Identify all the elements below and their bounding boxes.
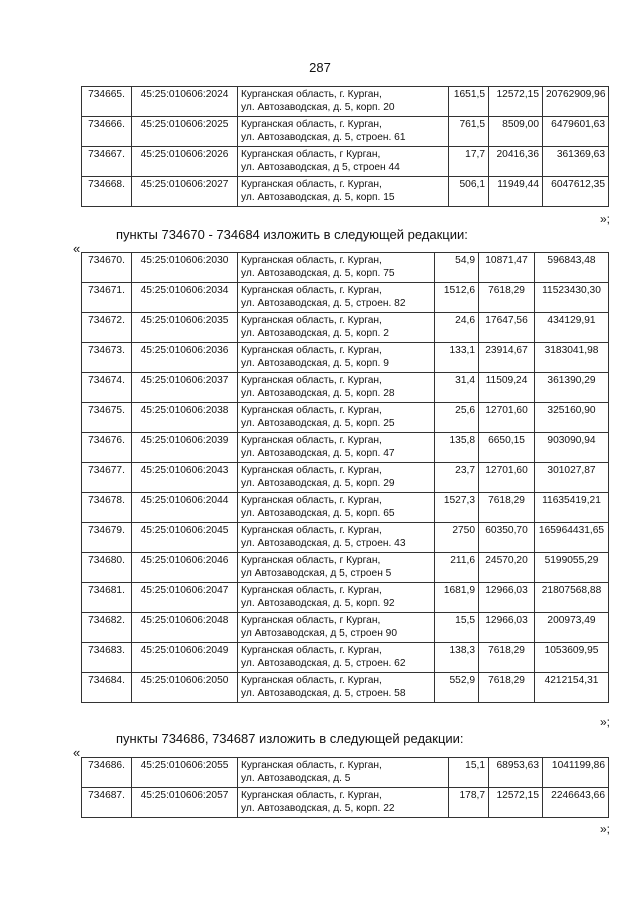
address bbox=[238, 253, 435, 283]
address bbox=[238, 613, 435, 643]
area: 1681,9 bbox=[435, 583, 479, 613]
address-line-1: Курганская область, г. Курган, bbox=[241, 285, 382, 296]
specific-value: 24570,20 bbox=[479, 553, 535, 583]
cadastral-number: 45:25:010606:2047 bbox=[132, 583, 238, 613]
address-line-1: Курганская область, г. Курган, bbox=[241, 465, 382, 476]
address-line-2: ул. Автозаводская, д. 5, корп. 75 bbox=[241, 267, 395, 279]
address-line-1: Курганская область, г. Курган, bbox=[241, 585, 382, 596]
area: 1651,5 bbox=[449, 87, 489, 117]
address-line-2: ул. Автозаводская, д. 5, корп. 20 bbox=[241, 101, 395, 113]
specific-value: 10871,47 bbox=[479, 253, 535, 283]
cadastral-value: 1053609,95 bbox=[535, 643, 609, 673]
address-line-2: ул. Автозаводская, д. 5, корп. 15 bbox=[241, 191, 395, 203]
cadastral-number: 45:25:010606:2055 bbox=[132, 758, 238, 788]
cadastral-number: 45:25:010606:2048 bbox=[132, 613, 238, 643]
area: 31,4 bbox=[435, 373, 479, 403]
cadastral-value: 1041199,86 bbox=[543, 758, 609, 788]
table-row bbox=[82, 313, 609, 343]
table-row bbox=[82, 463, 609, 493]
address bbox=[238, 673, 435, 703]
table-row bbox=[82, 673, 609, 703]
cadastral-number: 45:25:010606:2046 bbox=[132, 553, 238, 583]
address bbox=[238, 117, 449, 147]
area: 211,6 bbox=[435, 553, 479, 583]
cadastral-number: 45:25:010606:2035 bbox=[132, 313, 238, 343]
specific-value: 12966,03 bbox=[479, 613, 535, 643]
address bbox=[238, 177, 449, 207]
cadastral-value: 200973,49 bbox=[535, 613, 609, 643]
address-line-2: ул. Автозаводская, д. 5, строен. 82 bbox=[241, 297, 406, 309]
specific-value: 23914,67 bbox=[479, 343, 535, 373]
cadastral-number: 45:25:010606:2034 bbox=[132, 283, 238, 313]
item-number: 734672. bbox=[82, 313, 132, 343]
cadastral-value: 301027,87 bbox=[535, 463, 609, 493]
specific-value: 20416,36 bbox=[489, 147, 543, 177]
cadastral-number: 45:25:010606:2025 bbox=[132, 117, 238, 147]
item-number: 734686. bbox=[82, 758, 132, 788]
table-row bbox=[82, 253, 609, 283]
registry-table-2 bbox=[81, 252, 609, 703]
table-row bbox=[82, 613, 609, 643]
item-number: 734667. bbox=[82, 147, 132, 177]
address bbox=[238, 788, 449, 818]
table-row bbox=[82, 758, 609, 788]
address bbox=[238, 403, 435, 433]
item-number: 734675. bbox=[82, 403, 132, 433]
address-line-1: Курганская область, г. Курган, bbox=[241, 405, 382, 416]
address-line-2: ул. Автозаводская, д. 5, корп. 29 bbox=[241, 477, 395, 489]
instruction-text: пункты 734670 - 734684 изложить в следующей редакции: bbox=[116, 227, 468, 242]
item-number: 734673. bbox=[82, 343, 132, 373]
table-row bbox=[82, 523, 609, 553]
address-line-2: ул. Автозаводская, д. 5, корп. 9 bbox=[241, 357, 389, 369]
item-number: 734665. bbox=[82, 87, 132, 117]
cadastral-value: 596843,48 bbox=[535, 253, 609, 283]
cadastral-value: 2246643,66 bbox=[543, 788, 609, 818]
specific-value: 6650,15 bbox=[479, 433, 535, 463]
table-row bbox=[82, 403, 609, 433]
cadastral-number: 45:25:010606:2057 bbox=[132, 788, 238, 818]
cadastral-value: 6047612,35 bbox=[543, 177, 609, 207]
specific-value: 60350,70 bbox=[479, 523, 535, 553]
area: 2750 bbox=[435, 523, 479, 553]
address-line-1: Курганская область, г. Курган, bbox=[241, 760, 382, 771]
address-line-2: ул. Автозаводская, д. 5 bbox=[241, 772, 351, 784]
specific-value: 17647,56 bbox=[479, 313, 535, 343]
address-line-1: Курганская область, г. Курган, bbox=[241, 645, 382, 656]
specific-value: 68953,63 bbox=[489, 758, 543, 788]
cadastral-value: 21807568,88 bbox=[535, 583, 609, 613]
cadastral-number: 45:25:010606:2026 bbox=[132, 147, 238, 177]
address-line-1: Курганская область, г. Курган, bbox=[241, 89, 382, 100]
specific-value: 11509,24 bbox=[479, 373, 535, 403]
address-line-1: Курганская область, г. Курган, bbox=[241, 435, 382, 446]
cadastral-number: 45:25:010606:2043 bbox=[132, 463, 238, 493]
specific-value: 12572,15 bbox=[489, 788, 543, 818]
item-number: 734684. bbox=[82, 673, 132, 703]
table-row bbox=[82, 343, 609, 373]
address bbox=[238, 583, 435, 613]
item-number: 734680. bbox=[82, 553, 132, 583]
table-row bbox=[82, 788, 609, 818]
area: 506,1 bbox=[449, 177, 489, 207]
item-number: 734674. bbox=[82, 373, 132, 403]
address-line-2: ул. Автозаводская, д. 5, строен. 43 bbox=[241, 537, 406, 549]
item-number: 734670. bbox=[82, 253, 132, 283]
table-row bbox=[82, 583, 609, 613]
address-line-2: ул. Автозаводская, д. 5, корп. 25 bbox=[241, 417, 395, 429]
address-line-2: ул Автозаводская, д 5, строен 5 bbox=[241, 567, 392, 579]
cadastral-value: 361369,63 bbox=[543, 147, 609, 177]
opening-quote: « bbox=[73, 745, 81, 760]
address-line-2: ул. Автозаводская, д. 5, строен. 62 bbox=[241, 657, 406, 669]
cadastral-value: 11635419,21 bbox=[535, 493, 609, 523]
address-line-1: Курганская область, г. Курган, bbox=[241, 525, 382, 536]
table-row bbox=[82, 373, 609, 403]
address bbox=[238, 463, 435, 493]
address bbox=[238, 283, 435, 313]
specific-value: 8509,00 bbox=[489, 117, 543, 147]
table-row bbox=[82, 553, 609, 583]
table-row bbox=[82, 147, 609, 177]
address bbox=[238, 313, 435, 343]
area: 1527,3 bbox=[435, 493, 479, 523]
cadastral-value: 434129,91 bbox=[535, 313, 609, 343]
address-line-2: ул. Автозаводская, д. 5, корп. 28 bbox=[241, 387, 395, 399]
cadastral-value: 325160,90 bbox=[535, 403, 609, 433]
address-line-1: Курганская область, г. Курган, bbox=[241, 255, 382, 266]
cadastral-value: 903090,94 bbox=[535, 433, 609, 463]
specific-value: 7618,29 bbox=[479, 643, 535, 673]
cadastral-number: 45:25:010606:2039 bbox=[132, 433, 238, 463]
cadastral-number: 45:25:010606:2036 bbox=[132, 343, 238, 373]
item-number: 734666. bbox=[82, 117, 132, 147]
table-row bbox=[82, 433, 609, 463]
specific-value: 12572,15 bbox=[489, 87, 543, 117]
cadastral-number: 45:25:010606:2027 bbox=[132, 177, 238, 207]
address bbox=[238, 147, 449, 177]
item-number: 734683. bbox=[82, 643, 132, 673]
specific-value: 11949,44 bbox=[489, 177, 543, 207]
area: 24,6 bbox=[435, 313, 479, 343]
address-line-2: ул Автозаводская, д 5, строен 90 bbox=[241, 627, 398, 639]
cadastral-number: 45:25:010606:2037 bbox=[132, 373, 238, 403]
area: 15,1 bbox=[449, 758, 489, 788]
page-number: 287 bbox=[309, 60, 331, 75]
table-row bbox=[82, 87, 609, 117]
closing-quote: »; bbox=[599, 715, 610, 729]
area: 138,3 bbox=[435, 643, 479, 673]
cadastral-number: 45:25:010606:2049 bbox=[132, 643, 238, 673]
address-line-2: ул. Автозаводская, д 5, строен 44 bbox=[241, 161, 400, 173]
cadastral-value: 6479601,63 bbox=[543, 117, 609, 147]
cadastral-number: 45:25:010606:2044 bbox=[132, 493, 238, 523]
address-line-2: ул. Автозаводская, д. 5, корп. 2 bbox=[241, 327, 389, 339]
registry-table-1 bbox=[81, 86, 609, 207]
table-row bbox=[82, 493, 609, 523]
address bbox=[238, 87, 449, 117]
area: 1512,6 bbox=[435, 283, 479, 313]
address-line-1: Курганская область, г. Курган, bbox=[241, 119, 382, 130]
address bbox=[238, 643, 435, 673]
address-line-1: Курганская область, г. Курган, bbox=[241, 790, 382, 801]
address-line-2: ул. Автозаводская, д. 5, строен. 61 bbox=[241, 131, 406, 143]
area: 15,5 bbox=[435, 613, 479, 643]
item-number: 734678. bbox=[82, 493, 132, 523]
area: 178,7 bbox=[449, 788, 489, 818]
specific-value: 12966,03 bbox=[479, 583, 535, 613]
item-number: 734679. bbox=[82, 523, 132, 553]
table-row bbox=[82, 643, 609, 673]
cadastral-number: 45:25:010606:2050 bbox=[132, 673, 238, 703]
address bbox=[238, 373, 435, 403]
cadastral-number: 45:25:010606:2038 bbox=[132, 403, 238, 433]
address-line-1: Курганская область, г. Курган, bbox=[241, 179, 382, 190]
item-number: 734681. bbox=[82, 583, 132, 613]
address bbox=[238, 758, 449, 788]
address-line-1: Курганская область, г. Курган, bbox=[241, 375, 382, 386]
address-line-1: Курганская область, г. Курган, bbox=[241, 675, 382, 686]
closing-quote: »; bbox=[599, 212, 610, 226]
address-line-1: Курганская область, г. Курган, bbox=[241, 495, 382, 506]
address-line-2: ул. Автозаводская, д. 5, корп. 22 bbox=[241, 802, 395, 814]
address bbox=[238, 433, 435, 463]
specific-value: 7618,29 bbox=[479, 283, 535, 313]
cadastral-number: 45:25:010606:2045 bbox=[132, 523, 238, 553]
registry-table-3 bbox=[81, 757, 609, 818]
item-number: 734682. bbox=[82, 613, 132, 643]
item-number: 734677. bbox=[82, 463, 132, 493]
specific-value: 7618,29 bbox=[479, 493, 535, 523]
area: 133,1 bbox=[435, 343, 479, 373]
cadastral-value: 5199055,29 bbox=[535, 553, 609, 583]
area: 54,9 bbox=[435, 253, 479, 283]
address bbox=[238, 553, 435, 583]
specific-value: 12701,60 bbox=[479, 463, 535, 493]
cadastral-number: 45:25:010606:2030 bbox=[132, 253, 238, 283]
specific-value: 12701,60 bbox=[479, 403, 535, 433]
closing-quote: »; bbox=[599, 822, 610, 836]
table-row bbox=[82, 283, 609, 313]
area: 552,9 bbox=[435, 673, 479, 703]
area: 761,5 bbox=[449, 117, 489, 147]
table-row bbox=[82, 177, 609, 207]
cadastral-value: 4212154,31 bbox=[535, 673, 609, 703]
address bbox=[238, 523, 435, 553]
address-line-1: Курганская область, г Курган, bbox=[241, 555, 381, 566]
address-line-2: ул. Автозаводская, д. 5, корп. 92 bbox=[241, 597, 395, 609]
specific-value: 7618,29 bbox=[479, 673, 535, 703]
table-row bbox=[82, 117, 609, 147]
area: 23,7 bbox=[435, 463, 479, 493]
item-number: 734676. bbox=[82, 433, 132, 463]
area: 135,8 bbox=[435, 433, 479, 463]
address-line-1: Курганская область, г Курган, bbox=[241, 615, 381, 626]
cadastral-value: 3183041,98 bbox=[535, 343, 609, 373]
item-number: 734687. bbox=[82, 788, 132, 818]
cadastral-value: 165964431,65 bbox=[535, 523, 609, 553]
item-number: 734671. bbox=[82, 283, 132, 313]
opening-quote: « bbox=[73, 241, 81, 256]
address-line-2: ул. Автозаводская, д. 5, корп. 65 bbox=[241, 507, 395, 519]
area: 25,6 bbox=[435, 403, 479, 433]
cadastral-value: 11523430,30 bbox=[535, 283, 609, 313]
instruction-text: пункты 734686, 734687 изложить в следующей редакции: bbox=[116, 731, 464, 746]
address-line-2: ул. Автозаводская, д. 5, строен. 58 bbox=[241, 687, 406, 699]
address-line-1: Курганская область, г. Курган, bbox=[241, 345, 382, 356]
item-number: 734668. bbox=[82, 177, 132, 207]
address-line-1: Курганская область, г. Курган, bbox=[241, 315, 382, 326]
address bbox=[238, 343, 435, 373]
address-line-1: Курганская область, г Курган, bbox=[241, 149, 381, 160]
area: 17,7 bbox=[449, 147, 489, 177]
cadastral-number: 45:25:010606:2024 bbox=[132, 87, 238, 117]
address bbox=[238, 493, 435, 523]
address-line-2: ул. Автозаводская, д. 5, корп. 47 bbox=[241, 447, 395, 459]
cadastral-value: 20762909,96 bbox=[543, 87, 609, 117]
cadastral-value: 361390,29 bbox=[535, 373, 609, 403]
